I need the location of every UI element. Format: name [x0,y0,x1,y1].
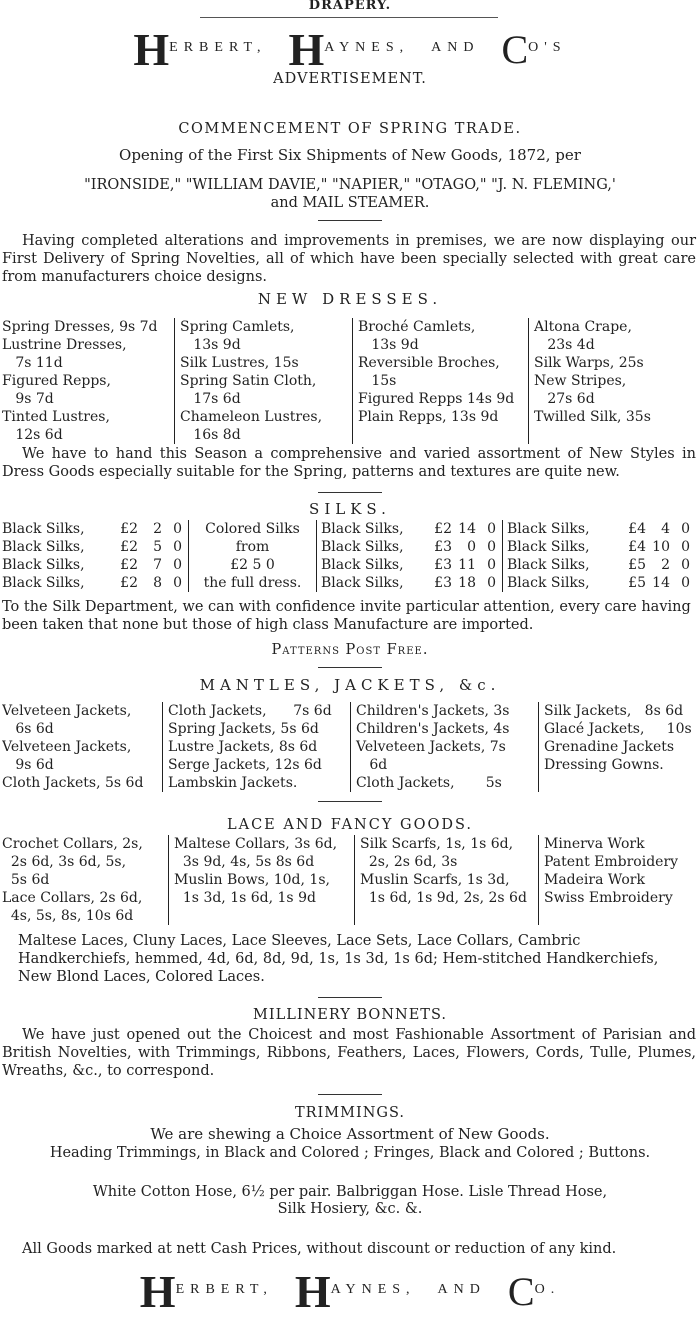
silk-amount: £2 [120,575,138,591]
silk-amount: 11 [458,557,476,573]
ship-names: "IRONSIDE," "WILLIAM DAVIE," "NAPIER," "OTAGO," "J. N. FLEMING,' [84,177,616,193]
top-rule [200,17,498,18]
dresses-note: We have to hand this Season a comprehensive and varied assortment of New Styles in Dress Goods especially suitable for the Spring, patterns and textures are quite new. [2,446,696,480]
price-entry: Broché Camlets, [358,319,476,335]
colored-silks-line: the full dress. [203,575,302,591]
colored-silks-line: Colored Silks [205,521,300,537]
trimmings-line-1: We are shewing a Choice Assortment of New Goods. [150,1125,550,1143]
silk-name: Black Silks, [321,539,404,555]
footer-word-co: O. [534,1282,561,1297]
silk-name: Black Silks, [321,557,404,573]
silk-price-row [321,538,496,556]
price-entry [534,426,696,444]
silk-amount: 0 [681,521,690,537]
price-entry: Figured Repps 14s 9d [358,391,515,407]
silk-amount: £5 [628,575,646,591]
price-entry: Serge Jackets, 12s 6d [168,757,322,773]
price-entry: Chameleon Lustres, [180,409,323,425]
price-entry [544,774,696,792]
price-entry: Children's Jackets, 3s [356,703,510,719]
footer-word-and: AND [437,1282,486,1297]
silks-column [316,520,502,592]
price-entry: 1s 3d, 1s 6d, 1s 9d [174,890,316,906]
lace-column [538,835,696,925]
firm-initial-h: H [133,24,170,75]
price-entry: Silk Lustres, 15s [180,355,299,371]
silk-amount: £4 [628,521,646,537]
firm-initial-h2: H [288,24,325,75]
silk-name: Black Silks, [2,521,85,537]
price-entry: Grenadine Jackets [544,739,675,755]
silk-price-row [507,574,690,592]
patterns-post-free: Patterns Post Free. [271,642,429,658]
mantles-column [538,702,696,792]
silk-price-row [2,538,182,556]
price-entry: 3s 9d, 4s, 5s 8s 6d [174,854,315,870]
silk-name: Black Silks, [2,575,85,591]
lace-column [354,835,538,925]
price-entry: Silk Jackets, 8s 6d [544,703,684,719]
price-entry: Velveteen Jackets, 7s [356,739,506,755]
silk-amount: £3 [434,557,452,573]
price-entry: Minerva Work [544,836,645,852]
footer-word-herbert: ERBERT, [175,1282,273,1297]
millinery-heading: MILLINERY BONNETS. [253,1007,447,1023]
hose-line-2: Silk Hosiery, &c. &. [277,1201,423,1217]
mantles-column [350,702,538,792]
price-entry: Twilled Silk, 35s [534,409,651,425]
price-entry: Cloth Jackets, 5s 6d [2,775,144,791]
terms-paragraph: All Goods marked at nett Cash Prices, without discount or reduction of any kind. [22,1241,617,1257]
price-entry: 13s 9d [180,337,241,353]
ship-names-2: and MAIL STEAMER. [270,195,430,211]
price-entry: Altona Crape, [534,319,632,335]
dresses-price-list [2,318,696,444]
silk-amount: £2 [434,521,452,537]
price-entry: Swiss Embroidery [544,890,673,906]
price-entry: Figured Repps, [2,373,111,389]
colored-silks-line: from [235,539,270,555]
price-entry: Muslin Scarfs, 1s 3d, [360,872,510,888]
price-entry: 13s 9d [358,337,419,353]
divider [318,1094,382,1095]
silk-price-row [321,556,496,574]
silk-amount: £2 [120,539,138,555]
silk-amount: 7 [153,557,162,573]
price-entry: Lambskin Jackets. [168,775,298,791]
price-entry: 16s 8d [180,427,241,443]
dresses-column [528,318,696,444]
commencement-heading: COMMENCEMENT OF SPRING TRADE. [178,121,522,137]
price-entry: Crochet Collars, 2s, [2,836,143,852]
footer-initial-h: H [139,1266,176,1317]
price-entry: 1s 6d, 1s 9d, 2s, 2s 6d [360,890,527,906]
colored-silks-line: £2 5 0 [230,557,275,573]
price-entry: 2s 6d, 3s 6d, 5s, [2,854,127,870]
silk-price-row [2,520,182,538]
silk-amount: 0 [173,575,182,591]
lace-column [168,835,354,925]
lace-column [2,835,168,925]
silks-column [188,520,316,592]
footer-initial-c: C [507,1269,535,1314]
silk-amount: 0 [681,575,690,591]
price-entry: Velveteen Jackets, [2,739,132,755]
silk-price-row [321,520,496,538]
lace-note: Maltese Laces, Cluny Laces, Lace Sleeves, Lace Sets, Lace Collars, Cambric Handkerchiefs, hemmed, 4d, 6d, 8d, 9d, 1s, 1s 3d, 1s 6d; Hem-stitched Handkerchiefs, New Blond Laces, Colored Laces. [18,933,659,985]
firm-word-cos: O'S [528,40,567,55]
silk-amount: £3 [434,575,452,591]
divider [318,667,382,668]
divider [318,997,382,998]
price-entry: 4s, 5s, 8s, 10s 6d [2,908,134,924]
silk-amount: 0 [173,557,182,573]
price-entry: 23s 4d [534,337,595,353]
firm-word-and: AND [431,40,480,55]
silk-price-row [507,538,690,556]
silk-amount: 0 [681,539,690,555]
price-entry: Silk Warps, 25s [534,355,644,371]
silk-price-row [2,556,182,574]
dresses-column [352,318,528,444]
silk-amount: 8 [153,575,162,591]
price-entry: 27s 6d [534,391,595,407]
dresses-column [174,318,352,444]
silk-name: Black Silks, [321,575,404,591]
silk-amount: 0 [173,521,182,537]
silks-heading: SILKS. [309,500,391,518]
price-entry: Patent Embroidery [544,854,679,870]
mantles-column [2,702,162,792]
hose-line-1: White Cotton Hose, 6½ per pair. Balbriggan Hose. Lisle Thread Hose, [92,1184,608,1200]
price-entry: 15s [358,373,397,389]
price-entry: Spring Dresses, 9s 7d [2,319,158,335]
silk-amount: £4 [628,539,646,555]
silk-amount: 0 [681,557,690,573]
price-entry: Cloth Jackets, 7s 6d [168,703,332,719]
silk-amount: 2 [153,521,162,537]
silk-amount: 18 [458,575,476,591]
silk-amount: 10 [652,539,670,555]
price-entry: 6d [356,757,388,773]
dresses-heading: NEW DRESSES. [257,290,443,308]
dresses-column [2,318,174,444]
price-entry: Silk Scarfs, 1s, 1s 6d, [360,836,514,852]
divider [318,492,382,493]
price-entry: Spring Camlets, [180,319,295,335]
price-entry [360,907,538,925]
trimmings-line-2: Heading Trimmings, in Black and Colored ; Fringes, Black and Colored ; Buttons. [49,1145,651,1161]
silk-price-row [2,574,182,592]
price-entry: 9s 6d [2,757,54,773]
silks-price-list [2,520,696,592]
silk-amount: 0 [487,521,496,537]
price-entry: Muslin Bows, 10d, 1s, [174,872,330,888]
firm-word-herbert: ERBERT, [169,40,267,55]
silk-amount: 0 [487,539,496,555]
silks-note: To the Silk Department, we can with confidence invite particular attention, every care having been taken that none but those of high class Manufacture are imported. [2,599,691,633]
price-entry: 2s, 2s 6d, 3s [360,854,458,870]
silk-name: Black Silks, [507,521,590,537]
footer-word-haynes: AYNES, [330,1282,416,1297]
price-entry: Tinted Lustres, [2,409,110,425]
silk-price-row [507,520,690,538]
silk-amount: 5 [153,539,162,555]
price-entry: Dressing Gowns. [544,757,664,773]
silks-column [502,520,696,592]
category-heading: DRAPERY. [308,0,392,13]
silk-price-row [507,556,690,574]
divider [318,801,382,802]
silk-amount: 14 [652,575,670,591]
price-entry: Spring Jackets, 5s 6d [168,721,319,737]
divider [318,220,382,221]
price-entry: Lace Collars, 2s 6d, [2,890,143,906]
price-entry: 9s 7d [2,391,54,407]
price-entry: Plain Repps, 13s 9d [358,409,499,425]
price-entry: Lustrine Dresses, [2,337,127,353]
price-entry: 5s 6d [2,872,50,888]
price-entry: 12s 6d [2,427,63,443]
price-entry: Glacé Jackets, 10s [544,721,692,737]
silk-name: Black Silks, [2,539,85,555]
silk-amount: £3 [434,539,452,555]
price-entry: Children's Jackets, 4s [356,721,510,737]
silk-name: Black Silks, [507,557,590,573]
firm-initial-c: C [501,27,529,72]
mantles-price-list [2,702,696,792]
mantles-column [162,702,350,792]
price-entry: Spring Satin Cloth, [180,373,317,389]
footer-firm-name [0,1266,700,1317]
price-entry: Madeira Work [544,872,645,888]
price-entry: 6s 6d [2,721,54,737]
silk-amount: 4 [661,521,670,537]
lace-price-list [2,835,696,925]
price-entry: New Stripes, [534,373,627,389]
silks-column [2,520,188,592]
silk-amount: 0 [173,539,182,555]
price-entry: Lustre Jackets, 8s 6d [168,739,318,755]
footer-initial-h2: H [294,1266,331,1317]
silk-amount: £2 [120,521,138,537]
silk-name: Black Silks, [507,539,590,555]
price-entry: Velveteen Jackets, [2,703,132,719]
silk-amount: 0 [487,557,496,573]
price-entry [358,426,528,444]
trimmings-heading: TRIMMINGS. [294,1105,406,1121]
silk-amount: 14 [458,521,476,537]
price-entry: Reversible Broches, [358,355,500,371]
firm-word-haynes: AYNES, [324,40,410,55]
mantles-heading: MANTLES, JACKETS, &c. [199,676,501,694]
silk-name: Black Silks, [507,575,590,591]
silk-amount: £2 [120,557,138,573]
advertisement-label: ADVERTISEMENT. [273,71,427,87]
silk-amount: 0 [487,575,496,591]
millinery-note: We have just opened out the Choicest and most Fashionable Assortment of Parisian and British Novelties, with Trimmings, Ribbons, Feathers, Laces, Flowers, Cords, Tulle, Plumes, Wreaths, &c., to correspond. [2,1027,696,1079]
price-entry: Cloth Jackets, 5s [356,775,502,791]
intro-paragraph: Having completed alterations and improvements in premises, we are now displaying our First Delivery of Spring Novelties, all of which have been specially selected with great care from manufacturers choice designs. [2,233,696,285]
price-entry [174,907,354,925]
silk-name: Black Silks, [321,521,404,537]
price-entry [544,907,696,925]
opening-line: Opening of the First Six Shipments of New Goods, 1872, per [119,146,581,164]
silk-amount: 0 [467,539,476,555]
price-entry: 17s 6d [180,391,241,407]
price-entry: 7s 11d [2,355,63,371]
price-entry: Maltese Collars, 3s 6d, [174,836,338,852]
silk-name: Black Silks, [2,557,85,573]
lace-heading: LACE AND FANCY GOODS. [226,817,474,833]
silk-price-row [321,574,496,592]
firm-name [0,24,700,75]
silk-amount: £5 [628,557,646,573]
silk-amount: 2 [661,557,670,573]
